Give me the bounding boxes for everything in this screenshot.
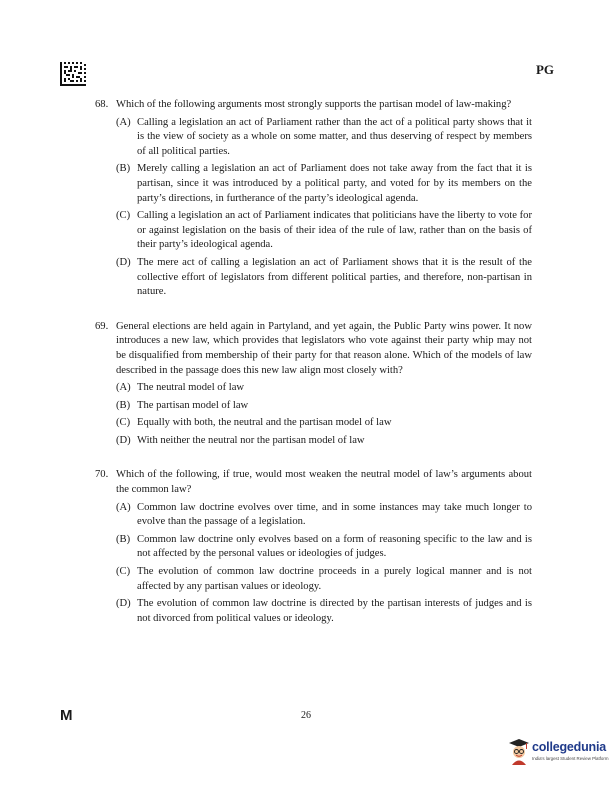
question-70 — [95, 468, 532, 626]
option-a — [116, 381, 532, 396]
brand-name: collegedunia — [532, 740, 607, 754]
question-list — [95, 98, 532, 646]
option-c — [116, 416, 532, 431]
option-text: Common law doctrine evolves over time, and in some instances may take much longer to evolve than the passage of a legislation. — [137, 501, 532, 528]
option-label: (C) — [116, 210, 131, 222]
option-label: (C) — [116, 417, 131, 429]
question-68 — [95, 98, 532, 300]
option-b — [116, 399, 532, 414]
exam-code: PG — [535, 62, 554, 77]
question-text: General elections are held again in Partyland, and yet again, the Public Party wins power. It now introduces a new law, which provides that legislators who vote against their party whip may not be disqualified from membership of their party for that reason alone. Which of the models of law described in the passage does this new law align most closely with? — [116, 320, 532, 376]
option-b — [116, 533, 532, 562]
option-d — [116, 597, 532, 626]
page-number: 26 — [301, 710, 311, 721]
option-b — [116, 162, 532, 206]
brand-tagline: India's largest Student Review Platform — [532, 756, 609, 761]
option-label: (B) — [116, 163, 131, 175]
option-text: Calling a legislation an act of Parliament indicates that politicians have the liberty to vote for or against legislation on the basis of their idea of the rule of law, rather than on the basis of their party’s ideological agenda. — [137, 210, 532, 251]
question-number: 70. — [95, 469, 109, 481]
option-text: Merely calling a legislation an act of Parliament does not take away from the fact that it is partisan, since it was introduced by a political party, and voted for by its members on the party’s directions, in furtherance of the party’s ideological agenda. — [137, 163, 532, 204]
option-c — [116, 209, 532, 253]
question-number: 69. — [95, 320, 109, 332]
question-text: Which of the following arguments most strongly supports the partisan model of law-making? — [116, 99, 512, 110]
brand-watermark — [508, 738, 608, 778]
option-a — [116, 501, 532, 530]
option-c — [116, 565, 532, 594]
option-text: With neither the neutral nor the partisan model of law — [137, 434, 365, 446]
option-text: The neutral model of law — [137, 382, 245, 394]
option-text: Equally with both, the neutral and the partisan model of law — [137, 417, 392, 429]
datamatrix-code-icon — [60, 62, 86, 86]
option-label: (B) — [116, 399, 131, 411]
option-text: The evolution of common law doctrine proceeds in a purely logical manner and is not affected by any partisan values or ideology. — [137, 566, 532, 592]
option-label: (D) — [116, 598, 131, 610]
option-label: (B) — [116, 533, 131, 545]
option-text: Common law doctrine only evolves based on a form of reasoning specific to the law and is not affected by the personal values or ideologies of judges. — [137, 533, 532, 560]
graduate-mascot-icon — [508, 738, 530, 766]
option-text: The partisan model of law — [137, 399, 249, 411]
option-d — [116, 434, 532, 449]
question-69 — [95, 320, 532, 449]
option-label: (A) — [116, 382, 131, 394]
option-label: (C) — [116, 566, 131, 578]
option-label: (A) — [116, 501, 131, 513]
option-text: The mere act of calling a legislation an act of Parliament shows that it is the result of the collective effort of legislators from different political parties, and therefore, non-partisan in nature. — [137, 256, 532, 298]
option-label: (A) — [116, 116, 131, 128]
question-number: 68. — [95, 99, 109, 110]
option-text: The evolution of common law doctrine is directed by the partisan interests of judges and is not divorced from political values or ideology. — [137, 598, 532, 624]
option-a — [116, 116, 532, 160]
option-text: Calling a legislation an act of Parliament rather than the act of a political party shows that it is the view of society as a whole on some matter, and thus deserving of respect by members of all political parties. — [137, 116, 532, 157]
question-text: Which of the following, if true, would most weaken the neutral model of law’s arguments about the common law? — [116, 469, 532, 496]
option-d — [116, 256, 532, 300]
series-letter: M — [60, 707, 73, 724]
option-label: (D) — [116, 256, 131, 268]
option-label: (D) — [116, 434, 131, 446]
